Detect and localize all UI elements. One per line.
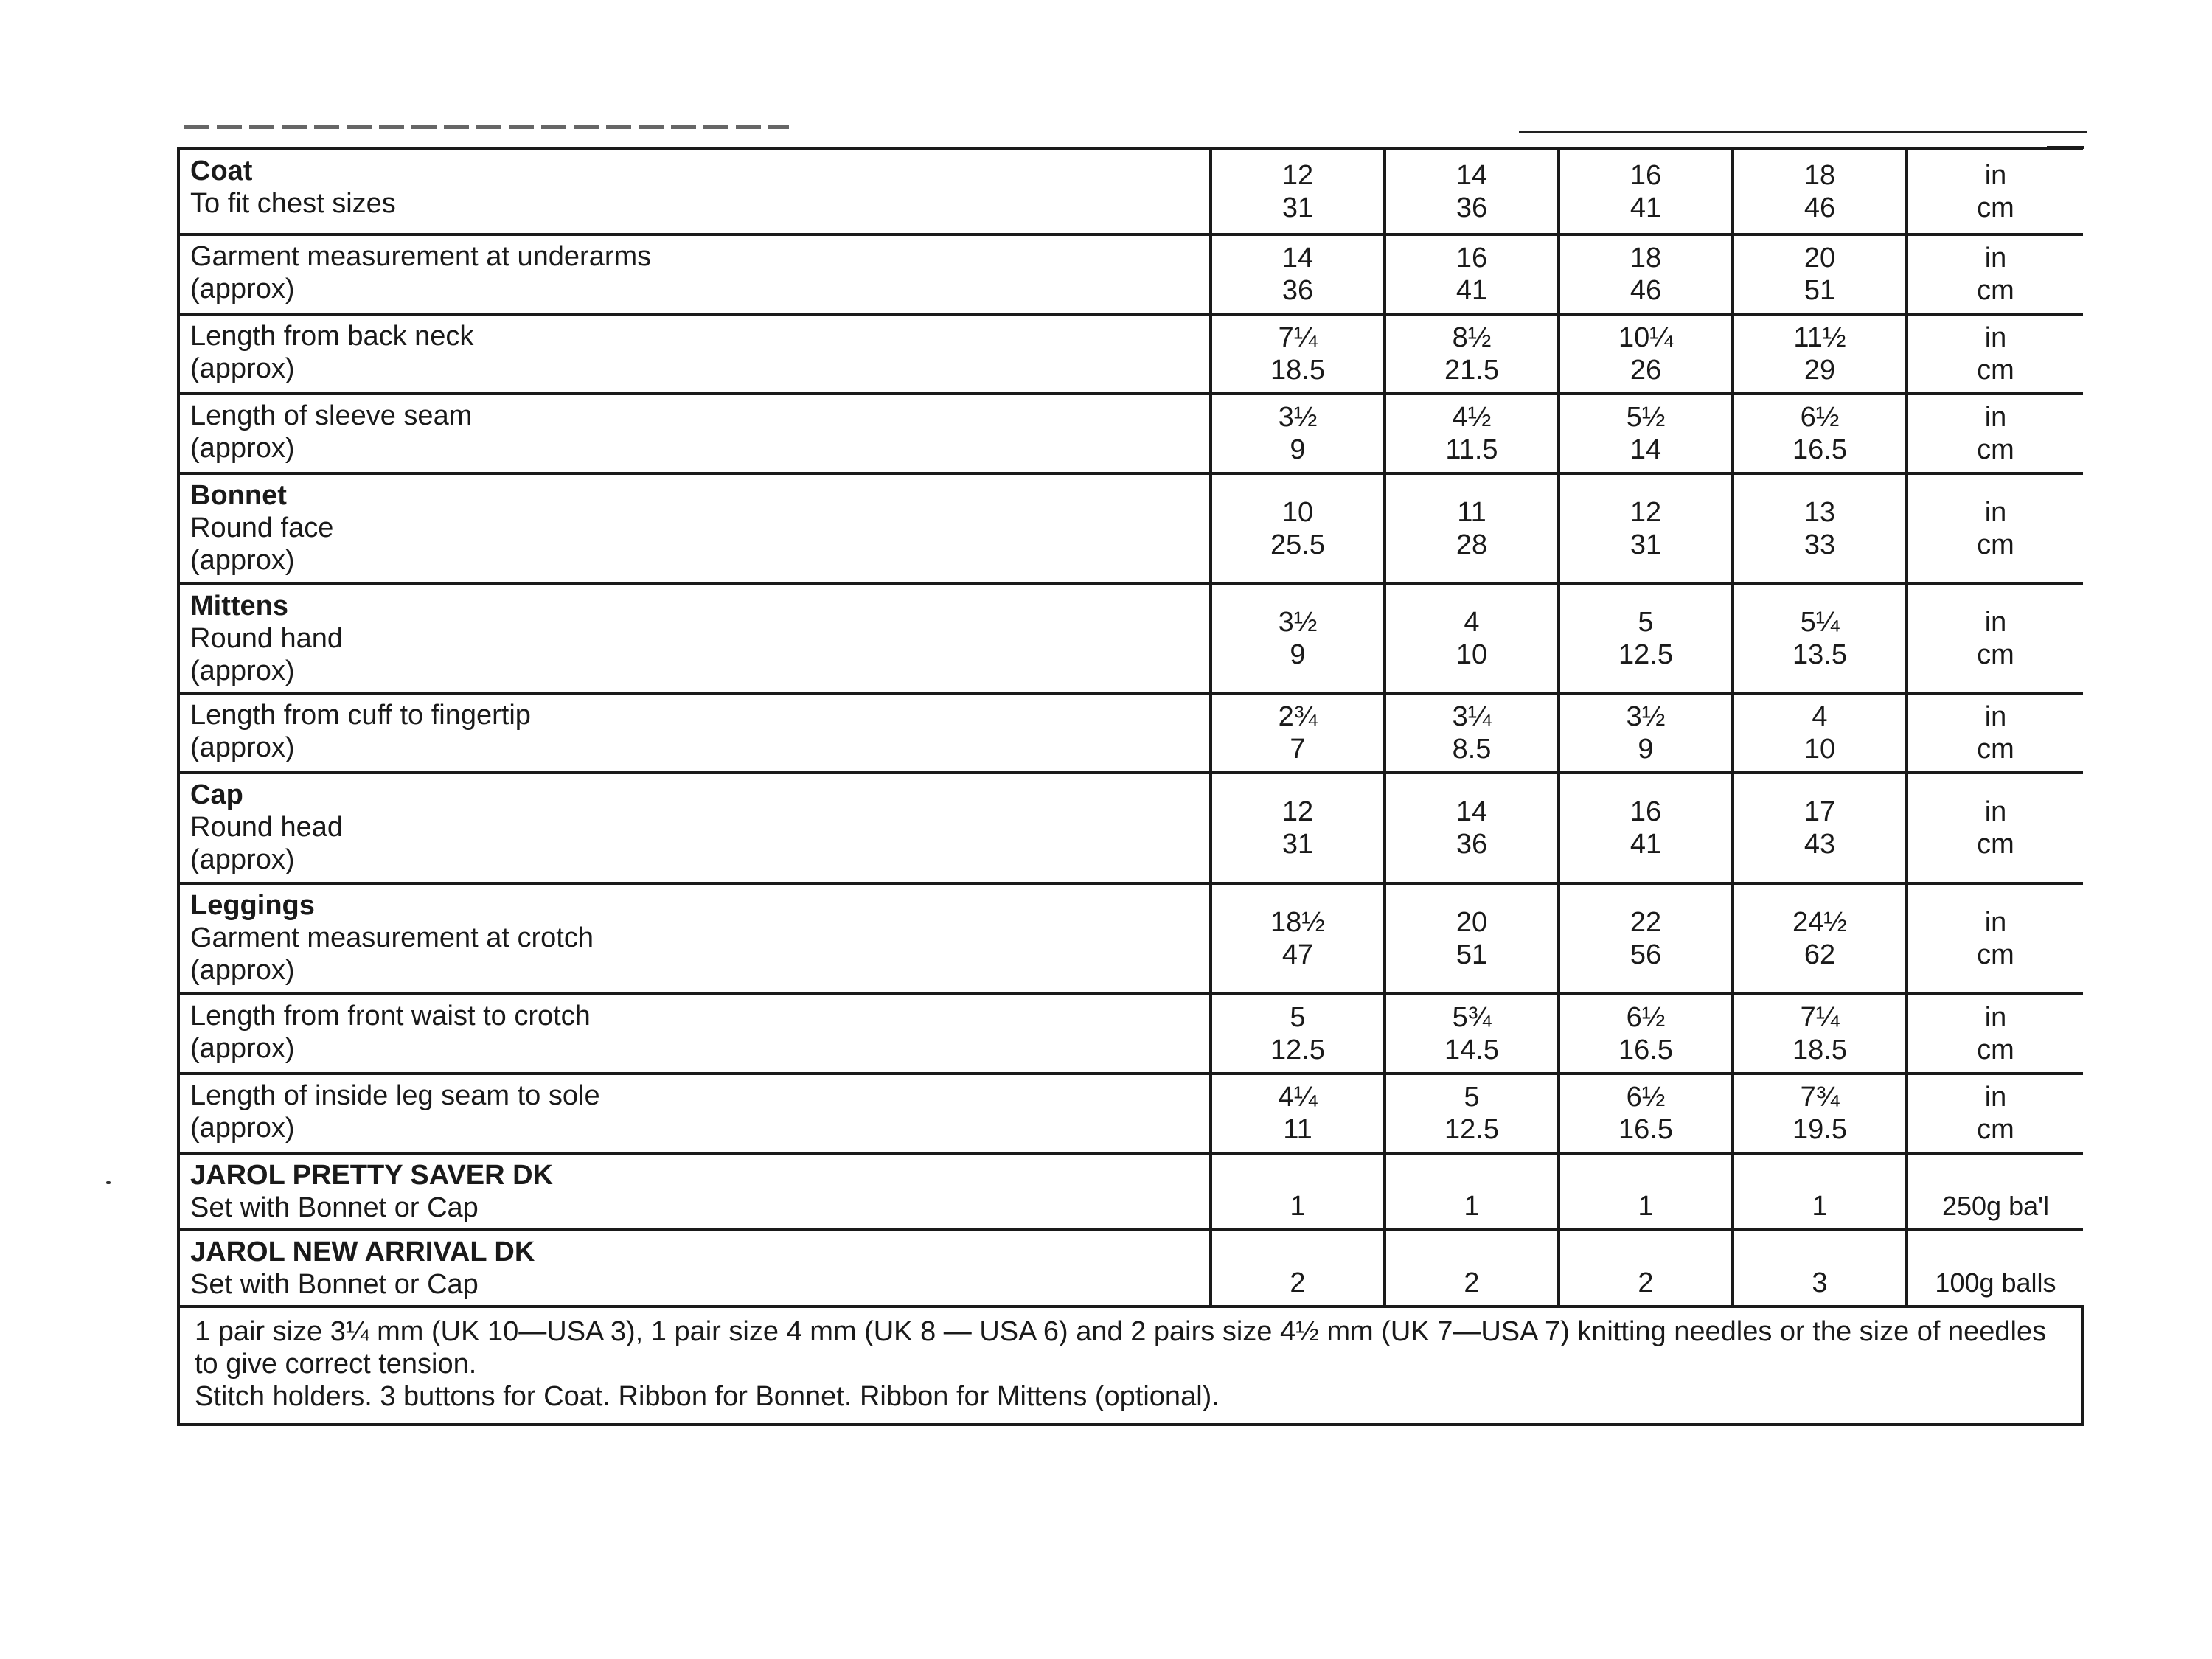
value-cm: 9 (1638, 734, 1654, 765)
value-inches: 4¼ (1278, 1082, 1318, 1113)
size-value-cell (1733, 1074, 1907, 1153)
measurement-text: Length of sleeve seam (190, 400, 473, 431)
value-cm: 18.5 (1270, 355, 1325, 386)
value-inches: 6½ (1626, 1002, 1666, 1033)
measurement-text: To fit chest sizes (190, 188, 396, 219)
yarn-quantity: 1 (1385, 1153, 1559, 1230)
unit-cm: cm (1977, 1114, 2014, 1145)
size-value-cell (1733, 314, 1907, 394)
yarn-quantity: 1 (1559, 1153, 1733, 1230)
size-value-cell (1385, 584, 1559, 693)
unit-inches: in (1984, 796, 2007, 827)
value-inches: 16 (1630, 796, 1662, 827)
measurement-text: Length of inside leg seam to sole (190, 1080, 600, 1111)
value-inches: 2¾ (1278, 701, 1318, 732)
measurement-text: (approx) (190, 732, 295, 763)
size-value-cell (1211, 584, 1385, 693)
value-inches: 12 (1630, 497, 1662, 528)
measurement-row (178, 149, 2083, 234)
size-value-cell (1733, 994, 1907, 1074)
extras-text: Stitch holders. 3 buttons for Coat. Ribbon for Bonnet. Ribbon for Mittens (optional). (195, 1381, 1220, 1412)
value-inches: 11½ (1793, 322, 1846, 353)
measurement-text: Length from front waist to crotch (190, 1001, 591, 1032)
section-heading: Mittens (190, 591, 288, 622)
value-cm: 25.5 (1270, 529, 1325, 560)
value-inches: 7¼ (1800, 1002, 1840, 1033)
value-cm: 43 (1804, 829, 1836, 860)
value-inches: 18 (1630, 243, 1662, 274)
measurement-row (178, 584, 2083, 693)
value-inches: 4 (1812, 701, 1828, 732)
value-cm: 51 (1455, 939, 1488, 970)
yarn-row (178, 1230, 2083, 1307)
value-inches: 4½ (1452, 402, 1492, 433)
yarn-quantity: 1 (1211, 1153, 1385, 1230)
value-inches: 14 (1455, 160, 1488, 191)
size-value-cell (1559, 149, 1733, 234)
yarn-name: JAROL PRETTY SAVER DK (190, 1160, 553, 1191)
value-inches: 5½ (1626, 402, 1666, 433)
yarn-unit: 250g ba'l (1907, 1153, 2083, 1230)
yarn-unit: 100g balls (1907, 1230, 2083, 1307)
measurement-row (178, 234, 2083, 314)
size-value-cell (1385, 314, 1559, 394)
value-inches: 3½ (1278, 402, 1318, 433)
measurement-label (178, 234, 1211, 314)
size-value-cell (1733, 773, 1907, 883)
value-inches: 18½ (1270, 907, 1325, 938)
value-cm: 16.5 (1618, 1034, 1673, 1065)
value-inches: 22 (1630, 907, 1662, 938)
value-inches: 3¼ (1452, 701, 1492, 732)
size-value-cell (1385, 234, 1559, 314)
yarn-note: Set with Bonnet or Cap (190, 1269, 479, 1300)
size-value-cell (1385, 473, 1559, 584)
size-value-cell (1211, 314, 1385, 394)
value-inches: 17 (1804, 796, 1836, 827)
value-cm: 36 (1455, 192, 1488, 223)
value-cm: 36 (1281, 275, 1314, 306)
unit-cell (1907, 314, 2083, 394)
size-value-cell (1733, 693, 1907, 773)
materials-body (178, 1307, 2083, 1425)
value-inches: 13 (1804, 497, 1836, 528)
value-inches: 12 (1281, 160, 1314, 191)
size-value-cell (1559, 234, 1733, 314)
value-cm: 41 (1630, 192, 1662, 223)
value-cm: 31 (1630, 529, 1662, 560)
value-cm: 8.5 (1452, 734, 1492, 765)
unit-cell (1907, 773, 2083, 883)
value-cm: 12.5 (1618, 639, 1673, 670)
value-cm: 19.5 (1792, 1114, 1847, 1145)
value-cm: 56 (1630, 939, 1662, 970)
size-value-cell (1385, 693, 1559, 773)
measurement-label (178, 394, 1211, 473)
value-cm: 29 (1804, 355, 1836, 386)
value-cm: 13.5 (1792, 639, 1847, 670)
value-inches: 24½ (1792, 907, 1847, 938)
measurement-label (178, 473, 1211, 584)
value-cm: 11 (1283, 1114, 1312, 1145)
measurement-text: Round face (190, 512, 334, 543)
value-inches: 5¼ (1800, 607, 1840, 638)
unit-cell (1907, 394, 2083, 473)
measurement-row (178, 394, 2083, 473)
value-cm: 46 (1804, 192, 1836, 223)
size-value-cell (1385, 994, 1559, 1074)
unit-cm: cm (1977, 734, 2014, 765)
scan-speck (106, 1181, 111, 1184)
yarn-note: Set with Bonnet or Cap (190, 1192, 479, 1223)
unit-cm: cm (1977, 192, 2014, 223)
yarn-name: JAROL NEW ARRIVAL DK (190, 1237, 535, 1267)
size-value-cell (1733, 234, 1907, 314)
value-inches: 8½ (1452, 322, 1492, 353)
measurement-text: (approx) (190, 955, 295, 986)
value-inches: 20 (1455, 907, 1488, 938)
materials-row (178, 1307, 2083, 1425)
value-inches: 6½ (1800, 402, 1840, 433)
value-inches: 16 (1630, 160, 1662, 191)
measurement-text: (approx) (190, 844, 295, 875)
unit-inches: in (1984, 1002, 2007, 1033)
unit-cm: cm (1977, 434, 2014, 465)
value-inches: 10¼ (1618, 322, 1673, 353)
size-value-cell (1211, 883, 1385, 994)
unit-cm: cm (1977, 829, 2014, 860)
value-cm: 14 (1630, 434, 1662, 465)
size-value-cell (1385, 773, 1559, 883)
measurement-label (178, 584, 1211, 693)
value-cm: 9 (1290, 639, 1306, 670)
needles-text: 1 pair size 3¼ mm (UK 10—USA 3), 1 pair size 4 mm (UK 8 — USA 6) and 2 pairs size 4½ mm (UK 7—USA 7) knitting needles or the size of needles to give correct tension. (195, 1316, 2047, 1380)
size-value-cell (1559, 693, 1733, 773)
unit-inches: in (1984, 607, 2007, 638)
size-value-cell (1559, 473, 1733, 584)
unit-cell (1907, 883, 2083, 994)
value-cm: 12.5 (1270, 1034, 1325, 1065)
measurement-text: (approx) (190, 1033, 295, 1064)
header-rule-right (1519, 131, 2087, 133)
unit-inches: in (1984, 243, 2007, 274)
size-value-cell (1211, 149, 1385, 234)
measurement-text: (approx) (190, 353, 295, 384)
unit-inches: in (1984, 160, 2007, 191)
value-cm: 21.5 (1444, 355, 1499, 386)
value-cm: 12.5 (1444, 1114, 1499, 1145)
unit-cm: cm (1977, 1034, 2014, 1065)
unit-cm: cm (1977, 355, 2014, 386)
size-value-cell (1211, 394, 1385, 473)
right-edge-stub (2047, 146, 2084, 149)
yarn-row (178, 1153, 2083, 1230)
measurement-text: Length from back neck (190, 321, 474, 352)
size-value-cell (1385, 883, 1559, 994)
value-inches: 11 (1457, 497, 1486, 528)
size-value-cell (1385, 1074, 1559, 1153)
value-inches: 3½ (1626, 701, 1666, 732)
value-inches: 20 (1804, 243, 1836, 274)
measurement-text: (approx) (190, 545, 295, 576)
measurement-row (178, 314, 2083, 394)
measurement-text: Round head (190, 812, 344, 843)
measurement-text: Garment measurement at crotch (190, 922, 594, 953)
unit-cm: cm (1977, 275, 2014, 306)
value-inches: 12 (1281, 796, 1314, 827)
yarn-label (178, 1230, 1211, 1307)
size-value-cell (1211, 473, 1385, 584)
unit-inches: in (1984, 497, 2007, 528)
measurement-text: Length from cuff to fingertip (190, 700, 531, 731)
value-cm: 51 (1804, 275, 1836, 306)
unit-inches: in (1984, 402, 2007, 433)
value-cm: 28 (1455, 529, 1488, 560)
section-heading: Bonnet (190, 480, 287, 511)
measurement-label (178, 149, 1211, 234)
size-value-cell (1733, 883, 1907, 994)
value-inches: 7¾ (1800, 1082, 1840, 1113)
measurement-label (178, 693, 1211, 773)
value-cm: 31 (1281, 192, 1314, 223)
yarn-quantity: 2 (1385, 1230, 1559, 1307)
unit-cm: cm (1977, 939, 2014, 970)
unit-cm: cm (1977, 529, 2014, 560)
size-value-cell (1733, 584, 1907, 693)
measurement-label (178, 773, 1211, 883)
size-value-cell (1559, 1074, 1733, 1153)
section-heading: Leggings (190, 890, 315, 921)
section-heading: Cap (190, 779, 243, 810)
value-cm: 26 (1630, 355, 1662, 386)
yarn-label (178, 1153, 1211, 1230)
section-heading: Coat (190, 156, 253, 187)
measurement-label (178, 1074, 1211, 1153)
unit-cell (1907, 1074, 2083, 1153)
value-inches: 7¼ (1278, 322, 1318, 353)
yarn-quantity: 1 (1733, 1153, 1907, 1230)
measurement-text: Garment measurement at underarms (190, 241, 652, 272)
yarn-requirements-body (178, 1153, 2083, 1307)
value-inches: 14 (1455, 796, 1488, 827)
value-cm: 41 (1455, 275, 1488, 306)
unit-cell (1907, 584, 2083, 693)
unit-inches: in (1984, 907, 2007, 938)
value-cm: 10 (1804, 734, 1836, 765)
size-value-cell (1733, 394, 1907, 473)
value-cm: 46 (1630, 275, 1662, 306)
measurement-row (178, 773, 2083, 883)
size-value-cell (1559, 994, 1733, 1074)
value-inches: 4 (1464, 607, 1480, 638)
measurements-body (178, 149, 2083, 1153)
yarn-quantity: 2 (1559, 1230, 1733, 1307)
measurement-text: (approx) (190, 655, 295, 686)
value-inches: 6½ (1626, 1082, 1666, 1113)
value-inches: 18 (1804, 160, 1836, 191)
measurements-table (177, 147, 2084, 1426)
value-cm: 31 (1281, 829, 1314, 860)
yarn-quantity: 3 (1733, 1230, 1907, 1307)
measurement-row (178, 994, 2083, 1074)
unit-cm: cm (1977, 639, 2014, 670)
value-cm: 14.5 (1444, 1034, 1499, 1065)
measurement-label (178, 883, 1211, 994)
header-rule-left (184, 125, 789, 129)
value-cm: 16.5 (1792, 434, 1847, 465)
yarn-quantity: 2 (1211, 1230, 1385, 1307)
unit-cell (1907, 234, 2083, 314)
value-inches: 5 (1638, 607, 1654, 638)
measurement-text: (approx) (190, 1113, 295, 1144)
unit-cell (1907, 994, 2083, 1074)
value-cm: 16.5 (1618, 1114, 1673, 1145)
value-cm: 9 (1290, 434, 1306, 465)
value-cm: 18.5 (1792, 1034, 1847, 1065)
value-inches: 3½ (1278, 607, 1318, 638)
unit-cell (1907, 693, 2083, 773)
measurement-row (178, 1074, 2083, 1153)
value-inches: 10 (1281, 497, 1314, 528)
size-value-cell (1211, 994, 1385, 1074)
unit-inches: in (1984, 322, 2007, 353)
size-value-cell (1559, 314, 1733, 394)
value-cm: 41 (1630, 829, 1662, 860)
value-inches: 5 (1290, 1002, 1306, 1033)
value-inches: 5 (1464, 1082, 1480, 1113)
size-value-cell (1733, 473, 1907, 584)
value-inches: 5¾ (1452, 1002, 1492, 1033)
size-value-cell (1385, 394, 1559, 473)
value-cm: 10 (1455, 639, 1488, 670)
measurement-row (178, 473, 2083, 584)
measurement-text: (approx) (190, 274, 295, 305)
size-value-cell (1559, 394, 1733, 473)
size-value-cell (1211, 1074, 1385, 1153)
value-cm: 11.5 (1445, 434, 1498, 465)
measurement-label (178, 314, 1211, 394)
measurement-row (178, 693, 2083, 773)
size-value-cell (1385, 149, 1559, 234)
size-value-cell (1559, 773, 1733, 883)
unit-cell (1907, 473, 2083, 584)
size-value-cell (1211, 693, 1385, 773)
value-cm: 36 (1455, 829, 1488, 860)
measurement-text: Round hand (190, 623, 344, 654)
value-cm: 47 (1281, 939, 1314, 970)
size-value-cell (1211, 773, 1385, 883)
size-value-cell (1559, 584, 1733, 693)
value-cm: 33 (1804, 529, 1836, 560)
size-value-cell (1559, 883, 1733, 994)
measurement-row (178, 883, 2083, 994)
value-inches: 16 (1455, 243, 1488, 274)
value-cm: 7 (1290, 734, 1306, 765)
measurement-label (178, 994, 1211, 1074)
materials-cell (178, 1307, 2083, 1425)
size-value-cell (1211, 234, 1385, 314)
measurement-text: (approx) (190, 433, 295, 464)
value-cm: 62 (1804, 939, 1836, 970)
unit-inches: in (1984, 1082, 2007, 1113)
unit-cell (1907, 149, 2083, 234)
unit-inches: in (1984, 701, 2007, 732)
value-inches: 14 (1281, 243, 1314, 274)
size-value-cell (1733, 149, 1907, 234)
